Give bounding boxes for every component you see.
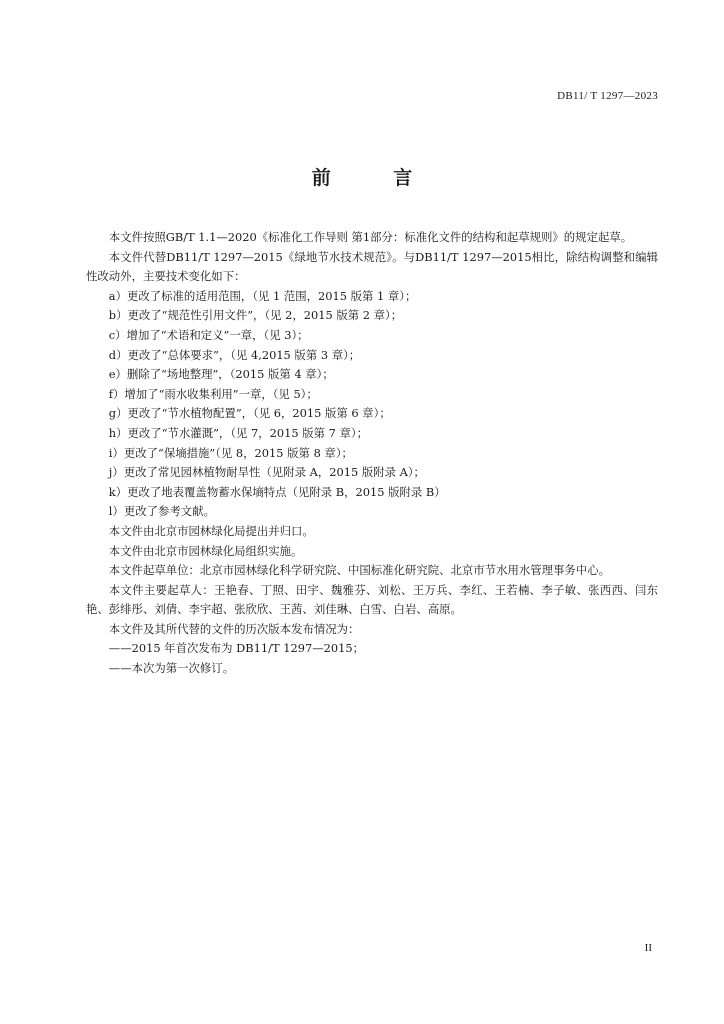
page-title: 前 言 xyxy=(311,167,441,189)
list-item: j）更改了常见园林植物耐旱性（见附录 A，2015 版附录 A）； xyxy=(108,465,425,480)
list-item: h）更改了“节水灌溉”，（见 7，2015 版第 7 章）； xyxy=(108,425,368,440)
paragraph: 本文件起草单位：北京市园林绿化科学研究院、中国标准化研究院、北京市节水用水管理事务中心。 xyxy=(108,563,610,578)
paragraph: 本文件由北京市园林绿化局提出并归口。 xyxy=(108,523,314,538)
list-item: g）更改了“节水植物配置”，（见 6，2015 版第 6 章）； xyxy=(108,406,391,421)
paragraph: 本文件由北京市园林绿化局组织实施。 xyxy=(108,543,303,558)
paragraph: 本文件主要起草人：王艳春、丁照、田宇、魏雅芬、刘松、王万兵、李红、王若楠、李子敏、张西西、闫东艳、彭绯彤、刘倩、李宇超、张欣欣、王茜、刘佳琳、白雪、白岩、高原。 xyxy=(86,582,658,617)
paragraph: ——2015 年首次发布为 DB11/T 1297—2015； xyxy=(108,641,364,656)
list-item: b）更改了“规范性引用文件”，（见 2，2015 版第 2 章）； xyxy=(108,308,403,323)
paragraph: 本文件及其所代替的文件的历次版本发布情况为： xyxy=(108,621,360,636)
paragraph: 本文件代替DB11/T 1297—2015《绿地节水技术规范》。与DB11/T 1297—2015相比，除结构调整和编辑性改动外，主要技术变化如下： xyxy=(86,249,658,284)
list-item: i）更改了“保墒措施”（见 8，2015 版第 8 章）； xyxy=(108,445,353,460)
list-item: f）增加了“雨水收集利用”一章，（见 5）； xyxy=(108,386,318,401)
paragraph: ——本次为第一次修订。 xyxy=(108,661,235,676)
list-item: l）更改了参考文献。 xyxy=(108,504,215,519)
list-item: a）更改了标准的适用范围，（见 1 范围，2015 版第 1 章）； xyxy=(108,288,417,303)
foreword-body xyxy=(86,228,658,679)
standard-code: DB11/ T 1297—2023 xyxy=(557,90,658,102)
page-number: II xyxy=(644,942,652,954)
list-item: k）更改了地表覆盖物蓄水保墒特点（见附录 B，2015 版附录 B） xyxy=(108,484,446,499)
list-item: d）更改了“总体要求”，（见 4,2015 版第 3 章）； xyxy=(108,347,361,362)
paragraph: 本文件按照GB/T 1.1—2020《标准化工作导则 第1部分：标准化文件的结构和起草规则》的规定起草。 xyxy=(108,230,633,244)
list-item: e）删除了“场地整理”，（2015 版第 4 章）； xyxy=(108,367,334,382)
list-item: c）增加了“术语和定义”一章，（见 3）； xyxy=(108,327,309,342)
